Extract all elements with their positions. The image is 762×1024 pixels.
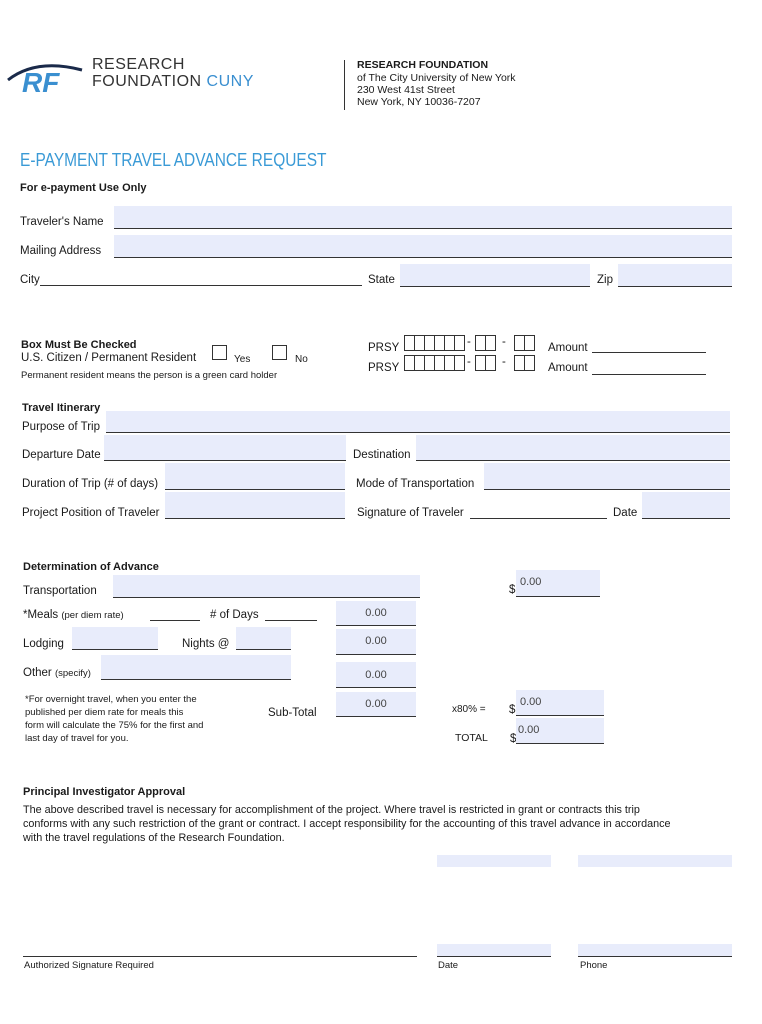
position-field[interactable] xyxy=(165,492,345,519)
form-subtitle: For e-payment Use Only xyxy=(20,182,147,194)
zip-label: Zip xyxy=(597,274,613,286)
x80-dollar: $ xyxy=(509,704,516,716)
prsy-cells-2c[interactable] xyxy=(514,355,534,371)
nights-field[interactable] xyxy=(236,627,291,650)
subtotal-label: Sub-Total xyxy=(268,707,317,719)
meals-note: (per diem rate) xyxy=(61,610,124,621)
transportation-label: Transportation xyxy=(23,585,97,597)
approval-date-field[interactable] xyxy=(437,944,551,957)
svg-text:RF: RF xyxy=(22,67,60,96)
approval-text xyxy=(23,803,671,845)
box-must-be-checked: Box Must Be Checked xyxy=(21,339,137,351)
approval-phone-label: Phone xyxy=(580,960,608,971)
lodging-amount-value: 0.00 xyxy=(365,635,387,647)
city-label: City xyxy=(20,274,40,286)
logo-cuny: CUNY xyxy=(206,73,254,90)
transport-dollar: $ xyxy=(509,584,516,596)
prsy-cells-1a[interactable] xyxy=(404,335,464,351)
prsy-label-1: PRSY xyxy=(368,342,400,354)
num-days-label: # of Days xyxy=(210,609,259,621)
num-days-field[interactable] xyxy=(265,606,317,621)
signature-label: Signature of Traveler xyxy=(357,507,464,519)
x80-amount-value: 0.00 xyxy=(520,696,542,708)
other-note: (specify) xyxy=(54,668,91,679)
amount-label-1: Amount xyxy=(548,342,588,354)
purpose-field[interactable] xyxy=(106,411,730,433)
form-title: E-PAYMENT TRAVEL ADVANCE REQUEST xyxy=(20,150,327,170)
logo-research: RESEARCH xyxy=(92,56,185,73)
mailing-address-field[interactable] xyxy=(114,235,732,258)
rf-logo-icon xyxy=(6,56,84,96)
other-specify-field[interactable] xyxy=(101,655,291,680)
org-line3: New York, NY 10036-7207 xyxy=(357,96,481,108)
prsy-label-2: PRSY xyxy=(368,362,400,374)
footnote-3: form will calculate the 75% for the first and xyxy=(25,720,204,731)
travelers-name-label: Traveler's Name xyxy=(20,216,104,228)
org-line1: of The City University of New York xyxy=(357,72,516,84)
yes-checkbox[interactable] xyxy=(212,345,227,360)
mode-label: Mode of Transportation xyxy=(356,478,475,490)
other-label xyxy=(23,667,91,679)
nights-label: Nights @ xyxy=(182,638,230,650)
citizen-label: U.S. Citizen / Permanent Resident xyxy=(21,352,197,364)
itinerary-heading: Travel Itinerary xyxy=(22,402,101,414)
approval-phone-top-box xyxy=(578,855,732,867)
travelers-name-field[interactable] xyxy=(114,206,732,229)
departure-date-label: Departure Date xyxy=(22,449,101,461)
footnote-2: published per diem rate for meals this xyxy=(25,707,184,718)
total-amount-value: 0.00 xyxy=(518,724,540,736)
meals-amount-field[interactable] xyxy=(336,601,416,626)
x80-amount-field[interactable] xyxy=(516,690,604,716)
prsy-dash-1b: - xyxy=(502,336,506,348)
state-field[interactable] xyxy=(400,264,590,287)
no-label: No xyxy=(295,354,308,365)
prsy-dash-2b: - xyxy=(502,356,506,368)
purpose-label: Purpose of Trip xyxy=(22,421,100,433)
no-checkbox[interactable] xyxy=(272,345,287,360)
transportation-field[interactable] xyxy=(113,575,420,598)
amount-field-2[interactable] xyxy=(592,360,706,375)
meals-amount-value: 0.00 xyxy=(365,607,387,619)
x80-label: x80% = xyxy=(452,704,486,715)
zip-field[interactable] xyxy=(618,264,732,287)
transport-amount-field[interactable] xyxy=(516,570,600,597)
advance-heading: Determination of Advance xyxy=(23,561,159,573)
authorized-signature-label: Authorized Signature Required xyxy=(24,960,154,971)
prsy-dash-1a: - xyxy=(467,336,471,348)
total-label: TOTAL xyxy=(455,732,488,744)
signature-field[interactable] xyxy=(470,502,607,519)
total-amount-field[interactable] xyxy=(516,718,604,744)
city-field[interactable] xyxy=(40,270,362,286)
mailing-address-label: Mailing Address xyxy=(20,245,102,257)
amount-label-2: Amount xyxy=(548,362,588,374)
amount-field-1[interactable] xyxy=(592,338,706,353)
transport-amount-value: 0.00 xyxy=(520,576,542,588)
org-name: RESEARCH FOUNDATION xyxy=(357,59,489,71)
itinerary-date-field[interactable] xyxy=(642,492,730,519)
approval-line-3: with the travel regulations of the Research Foundation. xyxy=(23,832,285,844)
footnote-4: last day of travel for you. xyxy=(25,733,129,744)
footnote-1: *For overnight travel, when you enter the xyxy=(25,694,197,705)
departure-date-field[interactable] xyxy=(104,435,346,461)
approval-line-1: The above described travel is necessary for accomplishment of the project. Where travel is restricted in grant or contracts this trip xyxy=(23,804,640,816)
permanent-resident-note: Permanent resident means the person is a green card holder xyxy=(21,370,278,381)
prsy-dash-2a: - xyxy=(467,356,471,368)
approval-phone-field[interactable] xyxy=(578,944,732,957)
prsy-cells-2b[interactable] xyxy=(475,355,495,371)
other-amount-field[interactable] xyxy=(336,662,416,688)
approval-heading: Principal Investigator Approval xyxy=(23,786,186,798)
position-label: Project Position of Traveler xyxy=(22,507,160,519)
org-line2: 230 West 41st Street xyxy=(357,84,455,96)
approval-line-2: conforms with any such restriction of the grant or contract. I accept responsibility for the accounting of this travel advance in accordance xyxy=(23,818,671,830)
prsy-cells-1b[interactable] xyxy=(475,335,495,351)
prsy-cells-1c[interactable] xyxy=(514,335,534,351)
duration-label: Duration of Trip (# of days) xyxy=(22,478,159,490)
header-divider xyxy=(344,60,345,110)
total-dollar: $ xyxy=(510,733,517,745)
lodging-label: Lodging xyxy=(23,638,64,650)
duration-field[interactable] xyxy=(165,463,345,490)
yes-label: Yes xyxy=(234,354,251,365)
state-label: State xyxy=(368,274,395,286)
logo-foundation-line xyxy=(92,73,254,91)
approval-date-label: Date xyxy=(438,960,459,971)
other-amount-value: 0.00 xyxy=(365,669,387,681)
prsy-cells-2a[interactable] xyxy=(404,355,464,371)
lodging-rate-field[interactable] xyxy=(72,627,158,650)
meals-text: *Meals xyxy=(23,609,59,621)
subtotal-amount-field[interactable] xyxy=(336,692,416,717)
itinerary-date-label: Date xyxy=(613,507,638,519)
meals-rate-field[interactable] xyxy=(150,606,200,621)
subtotal-amount-value: 0.00 xyxy=(365,698,387,710)
destination-label: Destination xyxy=(353,449,411,461)
authorized-signature-field[interactable] xyxy=(23,940,417,957)
destination-field[interactable] xyxy=(416,435,730,461)
logo-foundation: FOUNDATION xyxy=(92,73,202,90)
mode-field[interactable] xyxy=(484,463,730,490)
other-text: Other xyxy=(23,667,52,679)
lodging-amount-field[interactable] xyxy=(336,629,416,655)
approval-date-top-box xyxy=(437,855,551,867)
meals-label xyxy=(23,609,124,621)
rf-logo xyxy=(6,56,84,96)
